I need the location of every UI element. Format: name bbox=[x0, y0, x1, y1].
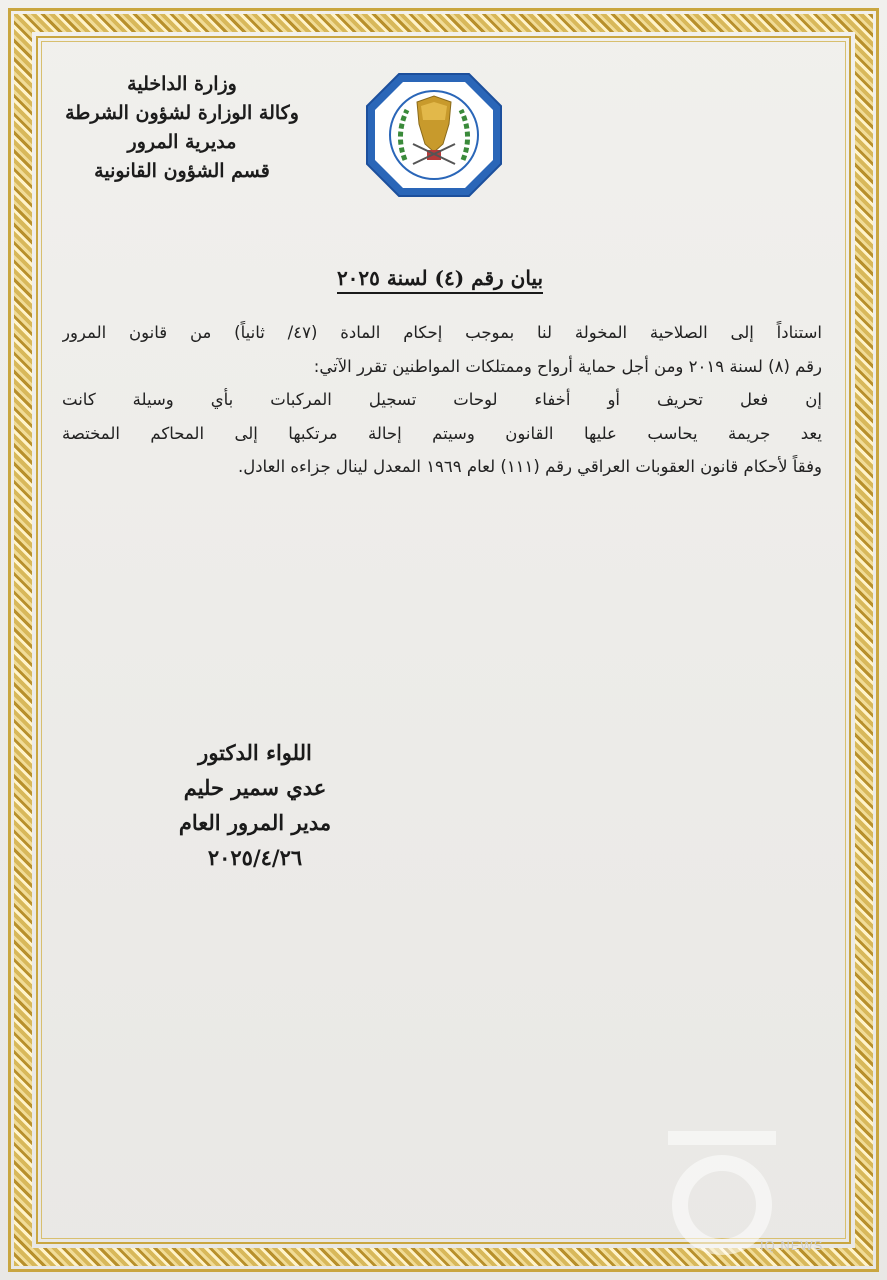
signatory-position: مدير المرور العام bbox=[178, 810, 332, 835]
signatory-name: عدي سمير حليم bbox=[183, 775, 327, 800]
signatory-rank: اللواء الدكتور bbox=[198, 740, 312, 765]
news-logo-watermark-icon bbox=[652, 1125, 792, 1255]
letterhead bbox=[62, 70, 302, 186]
statement-body bbox=[62, 316, 822, 484]
gold-frame-inner-line bbox=[41, 41, 846, 1239]
signature-block bbox=[90, 735, 420, 875]
signature-date: ٢٠٢٥/٤/٢٦ bbox=[207, 845, 303, 870]
letterhead-department: قسم الشؤون القانونية bbox=[94, 160, 270, 182]
body-line-2: رقم (٨) لسنة ٢٠١٩ ومن أجل حماية أرواح وممتلكات المواطنين تقرر الآتي: bbox=[313, 356, 822, 376]
letterhead-directorate: مديرية المرور bbox=[127, 131, 237, 153]
body-line-4: يعد جريمة يحاسب عليها القانون وسيتم إحالة مرتكبها إلى المحاكم المختصة bbox=[62, 423, 822, 443]
body-line-5: وفقاً لأحكام قانون العقوبات العراقي رقم (١١١) لعام ١٩٦٩ المعدل لينال جزاءه العادل. bbox=[237, 457, 822, 476]
body-line-1: استناداً إلى الصلاحية المخولة لنا بموجب إحكام المادة (٤٧/ ثانياً) من قانون المرور bbox=[62, 323, 822, 342]
statement-title-text: بيان رقم (٤) لسنة ٢٠٢٥ bbox=[337, 266, 543, 294]
body-line-3: إن فعل تحريف أو أخفاء لوحات تسجيل المركبات بأي وسيلة كانت bbox=[62, 390, 822, 409]
letterhead-ministry: وزارة الداخلية bbox=[127, 73, 237, 95]
statement-title bbox=[250, 266, 630, 290]
watermark-text: IQ NEWS bbox=[760, 1238, 824, 1253]
ministry-seal-icon bbox=[365, 72, 503, 198]
letterhead-agency: وكالة الوزارة لشؤون الشرطة bbox=[65, 102, 299, 124]
